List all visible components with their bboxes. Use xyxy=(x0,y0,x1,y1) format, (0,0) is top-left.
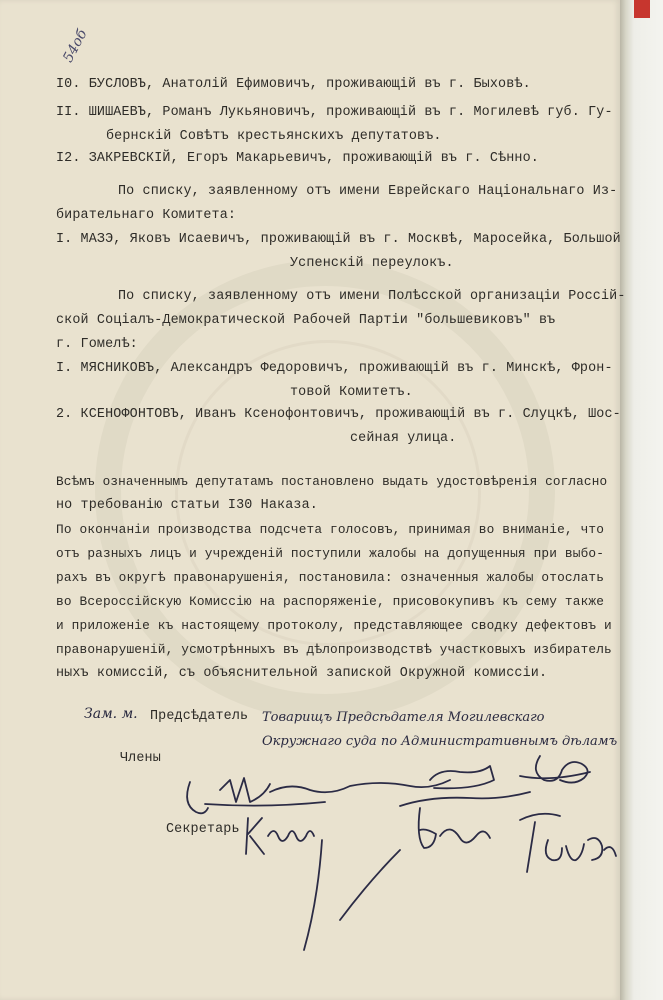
line-commission: во Всероссiйскую Комиссiю на распоряженiе, присовокупивъ къ сему также xyxy=(56,594,605,609)
line-myasnikov-cont: товой Комитетъ. xyxy=(290,385,413,400)
line-polesie-list-intro-2: ской Соцiалъ-Демократической Рабочей Партiи "большевиковъ" въ xyxy=(56,313,556,328)
line-list-item-11: II. ШИШАЕВЪ, Романъ Лукьяновичъ, проживающiй въ г. Могилевѣ губ. Гу- xyxy=(56,105,613,120)
line-polesie-list-intro: По списку, заявленному отъ имени Полѣсской организацiи Россiй- xyxy=(118,289,626,304)
line-complaints: отъ разныхъ лицъ и учрежденiй поступили жалобы на допущенныя при выбо- xyxy=(56,546,605,561)
line-ksenofontov-cont: сейная улица. xyxy=(350,431,457,446)
line-list-item-12: I2. ЗАКРЕВСКIЙ, Егоръ Макарьевичъ, проживающiй въ г. Сѣнно. xyxy=(56,151,539,166)
line-list-item-10: I0. БУСЛОВЪ, Анатолiй Ефимовичъ, проживающiй въ г. Быховѣ. xyxy=(56,77,531,92)
line-explanatory-note: ныхъ комиссiй, съ объяснительной запиской Окружной комиссiи. xyxy=(56,666,548,681)
line-appendix: и приложенiе къ настоящему протоколу, представляющее сводку дефектовъ и xyxy=(56,618,612,633)
line-defects: правонарушенiй, усмотрѣнныхъ въ дѣлопроизводствѣ участковыхъ избиратель xyxy=(56,642,612,657)
member-signature-2 xyxy=(400,766,530,806)
secretary-label: Секретарь xyxy=(166,822,240,837)
line-maze: I. МАЗЭ, Яковъ Исаевичъ, проживающiй въ г. Москвѣ, Маросейка, Большой xyxy=(56,232,621,247)
line-jewish-list-intro-cont: бирательнаго Комитета: xyxy=(56,208,237,223)
member-signature-4 xyxy=(340,808,490,920)
chairman-prefix-handwritten: Зам. м. xyxy=(84,706,138,722)
line-violations: рахъ въ округѣ правонарушенiя, постановила: означенныя жалобы отослать xyxy=(56,570,605,585)
line-myasnikov: I. МЯСНИКОВЪ, Александръ Федоровичъ, проживающiй въ г. Минскѣ, Фрон- xyxy=(56,361,613,376)
secretary-signature xyxy=(246,818,322,950)
chairman-handwritten-title: Товарищъ Предсѣдателя Могилевскаго Окружнаго суда по Административнымъ дѣламъ xyxy=(262,710,618,749)
line-jewish-list-intro: По списку, заявленному отъ имени Еврейскаго Нацiональнаго Из- xyxy=(118,184,618,199)
folio-number: 54об xyxy=(60,26,91,66)
chairman-label: Предсѣдатель xyxy=(150,709,249,724)
member-signature-5 xyxy=(520,814,616,872)
line-ksenofontov: 2. КСЕНОФОНТОВЪ, Иванъ Ксенофонтовичъ, проживающiй въ г. Слуцкѣ, Шос- xyxy=(56,407,621,422)
line-list-item-11-cont: бернскiй Совѣтъ крестьянскихъ депутатовъ. xyxy=(106,129,442,144)
line-certificates: Всѣмъ означеннымъ депутатамъ постановлено выдать удостовѣренiя согласно xyxy=(56,474,608,489)
line-maze-cont: Успенскiй переулокъ. xyxy=(290,256,454,271)
line-after-count: По окончанiи производства подсчета голосовъ, принимая во вниманiе, что xyxy=(56,522,605,537)
member-signature-3 xyxy=(520,756,590,783)
member-signature-1 xyxy=(187,778,450,813)
members-label: Члены xyxy=(120,751,161,766)
line-certificates-cont: но требованiю статьи I30 Наказа. xyxy=(56,498,318,513)
line-polesie-list-intro-3: г. Гомелѣ: xyxy=(56,337,138,352)
